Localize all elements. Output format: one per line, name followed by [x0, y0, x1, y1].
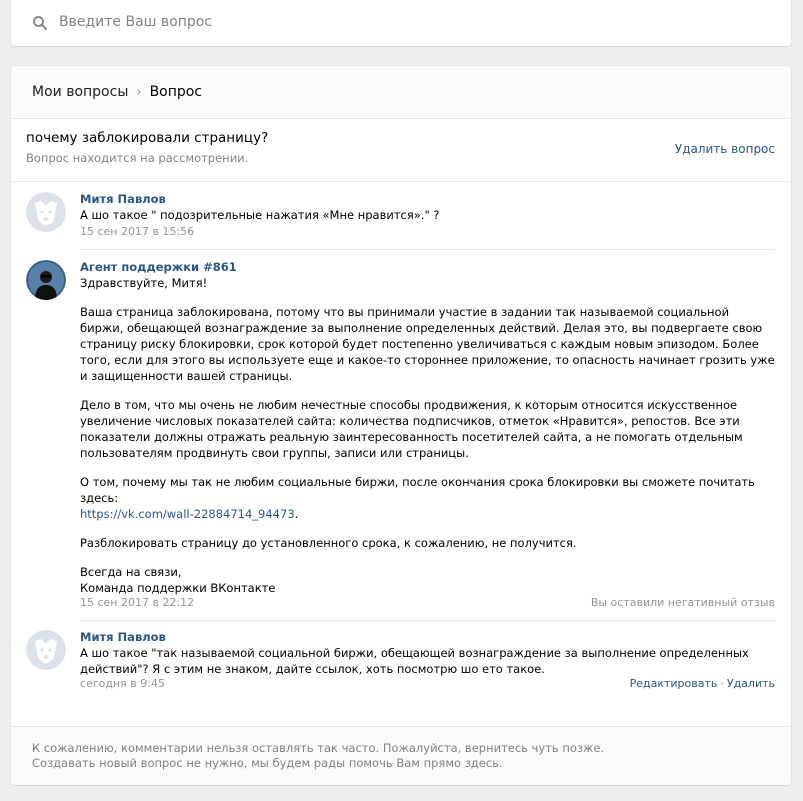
question-status: Вопрос находится на рассмотрении. [26, 151, 249, 165]
replies-list [11, 182, 791, 690]
notice-line: К сожалению, комментарии нельзя оставлять так часто. Пожалуйста, вернитесь чуть позже. [32, 741, 605, 755]
breadcrumb [11, 66, 791, 119]
breadcrumb-my-questions[interactable]: Мои вопросы [32, 84, 129, 100]
reply-greeting: Здравствуйте, Митя! [80, 276, 208, 290]
delete-question-button[interactable]: Удалить вопрос [674, 142, 775, 156]
dog-avatar-icon[interactable] [26, 192, 66, 232]
edit-reply-button[interactable]: Редактировать [629, 677, 718, 690]
feedback-status: Вы оставили негативный отзыв [590, 596, 775, 609]
breadcrumb-separator-icon: › [136, 84, 142, 100]
reply-paragraph: Ваша страница заблокирована, потому что вы принимали участие в задании так называемой социальной биржи, обещающей вознаграждение за выполнение определенных действий. Делая это, вы подвергаете свою страницу риску блокировки, срок которой будет постепенно увеличиваться с каждым новым эпизодом. Более того, если для этого вы используете еще и какое-то стороннее приложение, то опасность начинает грозить уже и защищенности вашей страницы. [80, 305, 775, 383]
reply-text: А шо такое "так называемой социальной биржи, обещающей вознаграждение за выполнение определенных действий"? Я с этим не знаком, дайте ссылок, хоть посмотрю шо ето такое. [80, 646, 749, 676]
search-card [11, 0, 791, 46]
reply-item-support [11, 250, 791, 620]
reply-signoff [80, 564, 775, 596]
comment-limit-notice [11, 726, 791, 785]
reply-date[interactable]: 15 сен 2017 в 22:12 [80, 596, 195, 609]
notice-line: Создавать новый вопрос не нужно, мы будем рады помочь Вам прямо здесь. [32, 756, 503, 770]
reply-date[interactable]: 15 сен 2017 в 15:56 [80, 225, 195, 238]
delete-reply-button[interactable]: Удалить [726, 677, 775, 690]
reply-meta [80, 677, 775, 690]
dog-avatar-icon[interactable] [26, 630, 66, 670]
search-input[interactable] [59, 10, 759, 34]
reply-author[interactable]: Агент поддержки #861 [80, 260, 237, 274]
support-agent-avatar-icon[interactable] [26, 260, 66, 300]
reply-date[interactable]: сегодня в 9:45 [80, 677, 165, 690]
question-title: почему заблокировали страницу? [26, 130, 269, 146]
question-card [11, 66, 791, 785]
breadcrumb-current: Вопрос [149, 84, 203, 100]
action-separator: · [720, 677, 724, 690]
reply-item [11, 182, 791, 249]
reply-paragraph: Дело в том, что мы очень не любим нечестные способы продвижения, к которым относится искусственное увеличение числовых показателей сайта: количества подписчиков, отметок «Нравится», репостов. Все эти показатели должны отражать реальную заинтересованность посетителей сайта, а не помогать отдельным пользователям продвинуть свои группы, записи или страницы. [80, 398, 743, 460]
reply-item [11, 621, 791, 690]
reply-author[interactable]: Митя Павлов [80, 192, 166, 206]
reply-text: А шо такое " подозрительные нажатия «Мне нравится»." ? [80, 208, 440, 222]
search-icon[interactable] [32, 15, 48, 31]
reply-meta [80, 596, 775, 609]
reply-paragraph: Разблокировать страницу до установленного срока, к сожалению, не получится. [80, 536, 577, 550]
reply-text [80, 275, 775, 596]
wall-link[interactable]: https://vk.com/wall-22884714_94473 [80, 507, 295, 521]
reply-paragraph: О том, почему мы так не любим социальные биржи, после окончания срока блокировки вы сможете почитать здесь: [80, 475, 755, 505]
reply-actions [630, 677, 775, 690]
signoff-line: Всегда на связи, [80, 565, 182, 579]
reply-paragraph-with-link [80, 474, 775, 522]
reply-author[interactable]: Митя Павлов [80, 630, 166, 644]
link-suffix: . [294, 507, 299, 521]
question-header [11, 119, 791, 182]
signoff-line: Команда поддержки ВКонтакте [80, 581, 276, 595]
